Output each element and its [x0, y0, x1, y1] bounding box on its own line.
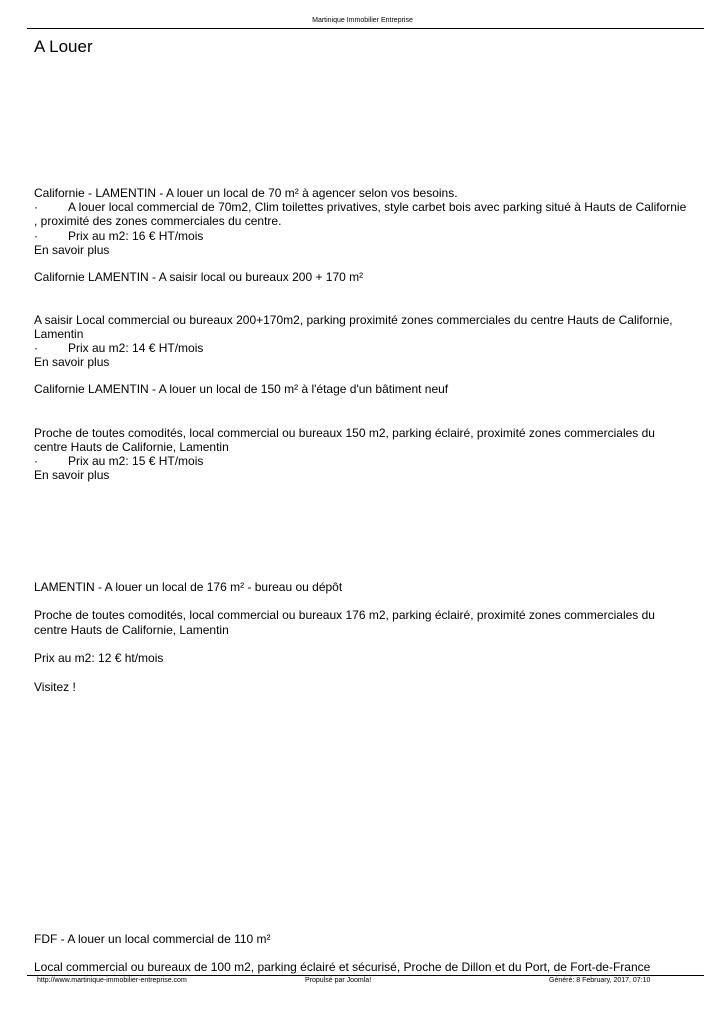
listing-4-desc-line2: centre Hauts de Californie, Lamentin	[34, 623, 229, 637]
listing-2-title: Californie LAMENTIN - A saisir local ou bureaux 200 + 170 m²	[34, 270, 364, 284]
listing-4-visit-link[interactable]: Visitez !	[34, 680, 76, 694]
listing-1-price: Prix au m2: 16 € HT/mois	[68, 229, 204, 243]
listing-3-desc-line2: centre Hauts de Californie, Lamentin	[34, 440, 229, 454]
listing-3-desc-line1: Proche de toutes comodités, local commercial ou bureaux 150 m2, parking éclairé, proximité zones commerciales du	[34, 426, 655, 440]
listing-5-desc-line1: Local commercial ou bureaux de 100 m2, parking éclairé et sécurisé, Proche de Dillon et du Port, de Fort-de-France	[34, 960, 651, 974]
listing-1-title: Californie - LAMENTIN - A louer un local de 70 m² à agencer selon vos besoins.	[34, 186, 458, 200]
listing-1-bullet: ·	[34, 200, 38, 214]
listing-4-title: LAMENTIN - A louer un local de 176 m² - bureau ou dépôt	[34, 580, 343, 594]
listing-2-desc-line1: A saisir Local commercial ou bureaux 200+170m2, parking proximité zones commerciales du centre Hauts de Californie,	[34, 313, 673, 327]
listing-1-price-bullet: ·	[34, 229, 38, 243]
site-title: Martinique Immobilier Entreprise	[312, 17, 413, 24]
listing-4-desc-line1: Proche de toutes comodités, local commercial ou bureaux 176 m2, parking éclairé, proximité zones commerciales du	[34, 608, 655, 622]
listing-2-bullet: ·	[34, 341, 38, 355]
listing-3-bullet: ·	[34, 454, 38, 468]
listing-2-price: Prix au m2: 14 € HT/mois	[68, 341, 204, 355]
listing-3-price: Prix au m2: 15 € HT/mois	[68, 454, 204, 468]
header-divider	[27, 28, 704, 29]
footer-divider	[27, 975, 704, 976]
footer-url[interactable]: http://www.martinique-immobilier-entreprise.com	[37, 977, 187, 984]
listing-5-title: FDF - A louer un local commercial de 110 m²	[34, 932, 271, 946]
listing-1-desc-line1: A louer local commercial de 70m2, Clim toilettes privatives, style carbet bois avec parking situé à Hauts de Californie	[68, 200, 687, 214]
listing-4-price: Prix au m2: 12 € ht/mois	[34, 651, 164, 665]
listing-3-title: Californie LAMENTIN - A louer un local de 150 m² à l'étage d'un bâtiment neuf	[34, 382, 449, 396]
listing-2-desc-line2: Lamentin	[34, 327, 84, 341]
listing-1-desc-line2: , proximité des zones commerciales du centre.	[34, 214, 282, 228]
page-title: A Louer	[34, 37, 93, 56]
listing-3-more-link[interactable]: En savoir plus	[34, 468, 110, 482]
listing-1-more-link[interactable]: En savoir plus	[34, 243, 110, 257]
footer-powered-by: Propulsé par Joomla!	[305, 977, 372, 984]
footer-generated-date: Généré: 8 February, 2017, 07:10	[549, 977, 651, 984]
listing-2-more-link[interactable]: En savoir plus	[34, 355, 110, 369]
